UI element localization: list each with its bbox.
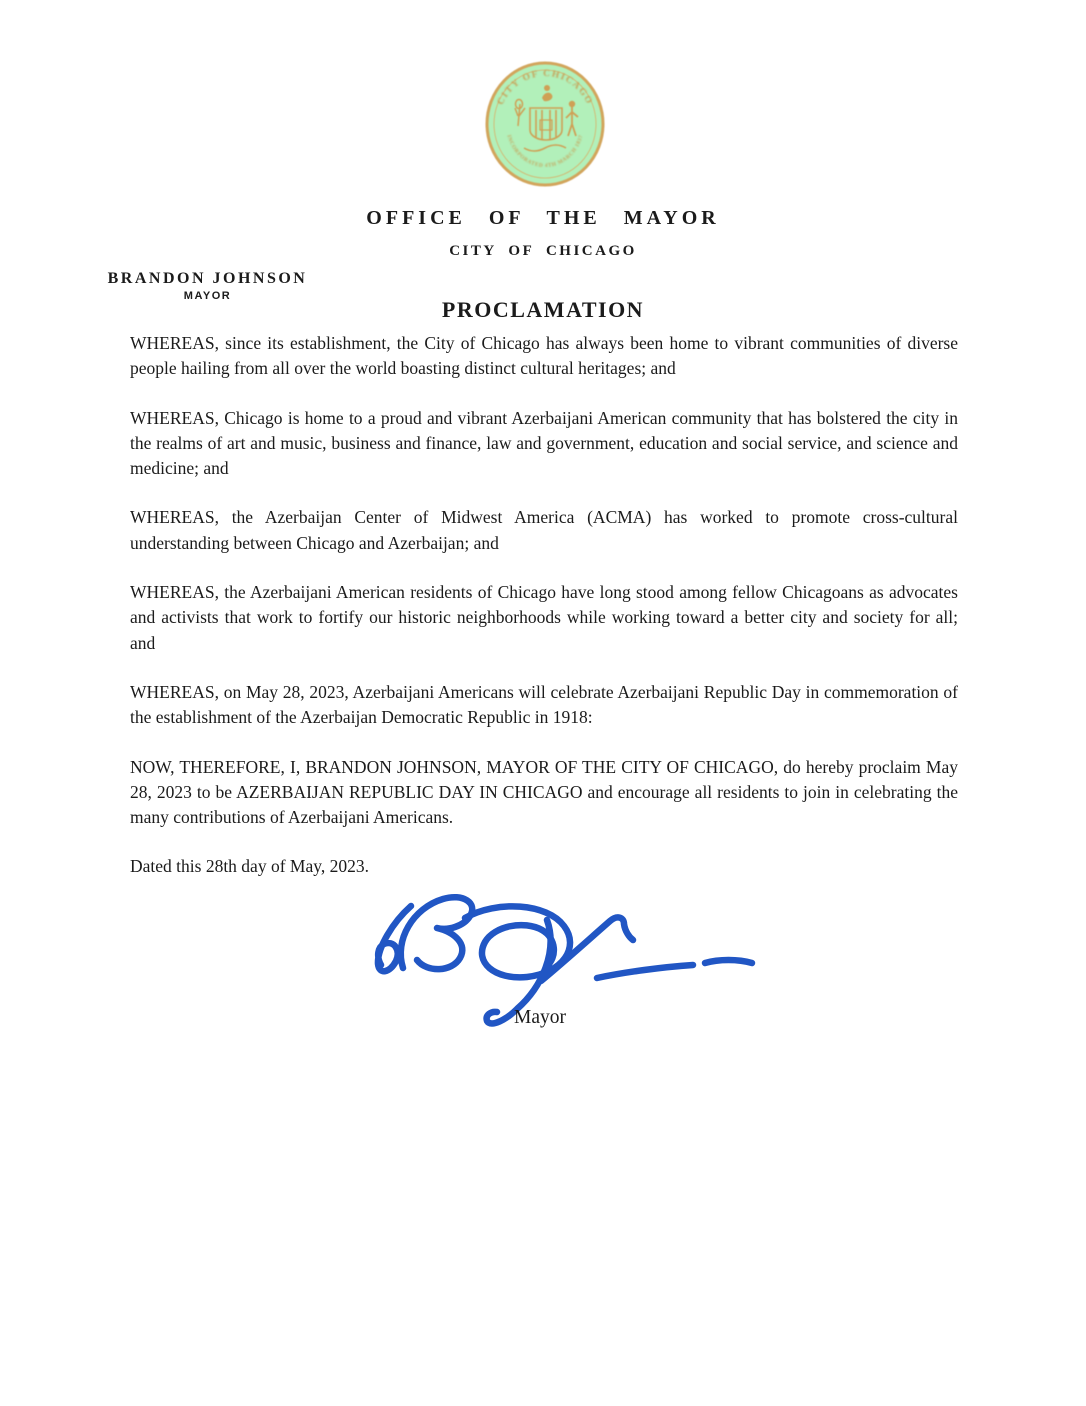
whereas-paragraph: WHEREAS, on May 28, 2023, Azerbaijani Americans will celebrate Azerbaijani Republic Day in commemoration of the establishment of the Azerbaijan Democratic Republic in 1918: xyxy=(130,681,958,728)
whereas-paragraph: WHEREAS, the Azerbaijani American residents of Chicago have long stood among fellow Chicagoans as advocates and activists that work to fortify our historic neighborhoods while working toward a better city and society for all; and xyxy=(130,582,958,653)
seal-arc-top-text: CITY OF CHICAGO xyxy=(495,68,595,107)
whereas-paragraph: WHEREAS, the Azerbaijan Center of Midwest America (ACMA) has worked to promote cross-cultural understanding between Chicago and Azerbaijan; and xyxy=(130,507,958,553)
now-therefore-paragraph: NOW, THEREFORE, I, BRANDON JOHNSON, MAYOR OF THE CITY OF CHICAGO, do hereby proclaim May 28, 2023 to be AZERBAIJAN REPUBLIC DAY IN CHICAGO and encourage all residents to join in celebrating the many contributions of Azerbaijani Americans. xyxy=(130,756,958,828)
whereas-paragraph: WHEREAS, Chicago is home to a proud and vibrant Azerbaijani American community that has bolstered the city in the realms of art and music, business and finance, law and government, education and social service, and science and medicine; and xyxy=(130,407,958,479)
seal-arc-bottom-text: INCORPORATED 4TH MARCH 1837 xyxy=(505,134,585,170)
office-of-the-mayor-heading: OFFICE OF THE MAYOR xyxy=(366,207,720,229)
official-name: BRANDON JOHNSON xyxy=(107,270,308,287)
official-title: MAYOR xyxy=(183,290,232,302)
mayor-signature-caption: Mayor xyxy=(514,1007,566,1028)
dated-line: Dated this 28th day of May, 2023. xyxy=(130,856,369,877)
city-of-chicago-seal-icon xyxy=(484,60,606,188)
proclamation-body xyxy=(130,331,958,880)
city-of-chicago-heading: CITY OF CHICAGO xyxy=(449,243,637,259)
proclamation-title: PROCLAMATION xyxy=(441,297,645,322)
whereas-paragraph: WHEREAS, since its establishment, the City of Chicago has always been home to vibrant communities of diverse people hailing from all over the world boasting distinct cultural heritages; and xyxy=(130,333,958,379)
